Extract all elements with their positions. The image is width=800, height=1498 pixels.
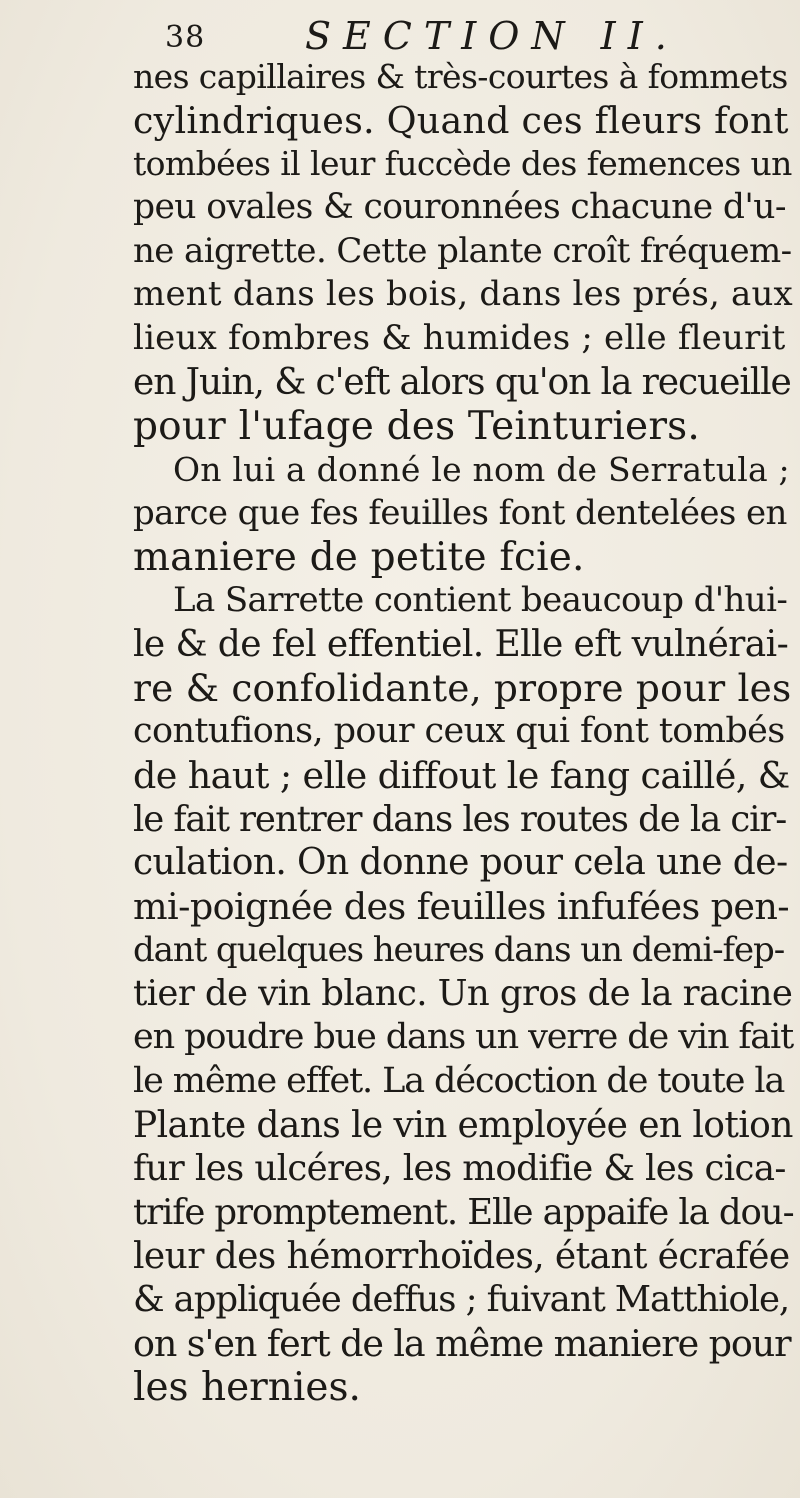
text-line: les hernies. [133,1364,361,1410]
text-line: maniere de petite fcie. [133,534,585,580]
text-line: Plante dans le vin employée en lotion [133,1104,793,1146]
text-line: peu ovales & couronnées chacune d'u- [133,187,786,228]
text-line: On lui a donné le nom de Serratula ; [173,450,790,490]
text-line: en poudre bue dans un verre de vin fait [133,1017,794,1058]
text-line: contufions, pour ceux qui font tombés [133,711,785,752]
text-line: nes capillaires & très-courtes à fommets [133,57,788,96]
text-line: cylindriques. Quand ces fleurs font [133,98,789,142]
text-line: le même effet. La décoction de toute la [133,1060,785,1101]
text-line: ne aigrette. Cette plante croît fréquem- [133,230,792,271]
text-line: pour l'ufage des Teinturiers. [133,403,700,449]
text-line: culation. On donne pour cela une de- [133,842,788,884]
text-line: lieux fombres & humides ; elle fleurit [133,318,786,359]
text-line: tier de vin blanc. Un gros de la racine [133,973,793,1015]
text-line: trife promptement. Elle appaife la dou- [133,1191,794,1233]
text-line: re & confolidante, propre pour les [133,665,792,710]
text-line: dant quelques heures dans un demi-fep- [133,929,785,970]
text-line: mi-poignée des feuilles infufées pen- [133,885,790,929]
text-line: La Sarrette contient beaucoup d'hui- [173,580,788,621]
text-line: fur les ulcéres, les modifie & les cica- [133,1148,786,1190]
text-line: parce que fes feuilles font dentelées en [133,492,787,533]
text-line: le & de fel effentiel. Elle eft vulnérai- [133,623,789,665]
text-line: tombées il leur fuccède des femences un [133,144,792,184]
body-text [133,55,793,1409]
text-line: & appliquée deffus ; fuivant Matthiole, [133,1279,790,1321]
text-line: leur des hémorrhoïdes, étant écrafée [133,1235,790,1277]
text-line: le fait rentrer dans les routes de la cir- [133,798,787,840]
section-title: SECTION II. [305,14,679,58]
text-line: on s'en fert de la même maniere pour [133,1321,791,1365]
page-number: 38 [165,20,206,55]
text-line: ment dans les bois, dans les prés, aux [133,274,793,315]
text-line: de haut ; elle diffout le fang caillé, & [133,754,790,797]
text-line: en Juin, & c'eft alors qu'on la recueille [133,361,791,403]
